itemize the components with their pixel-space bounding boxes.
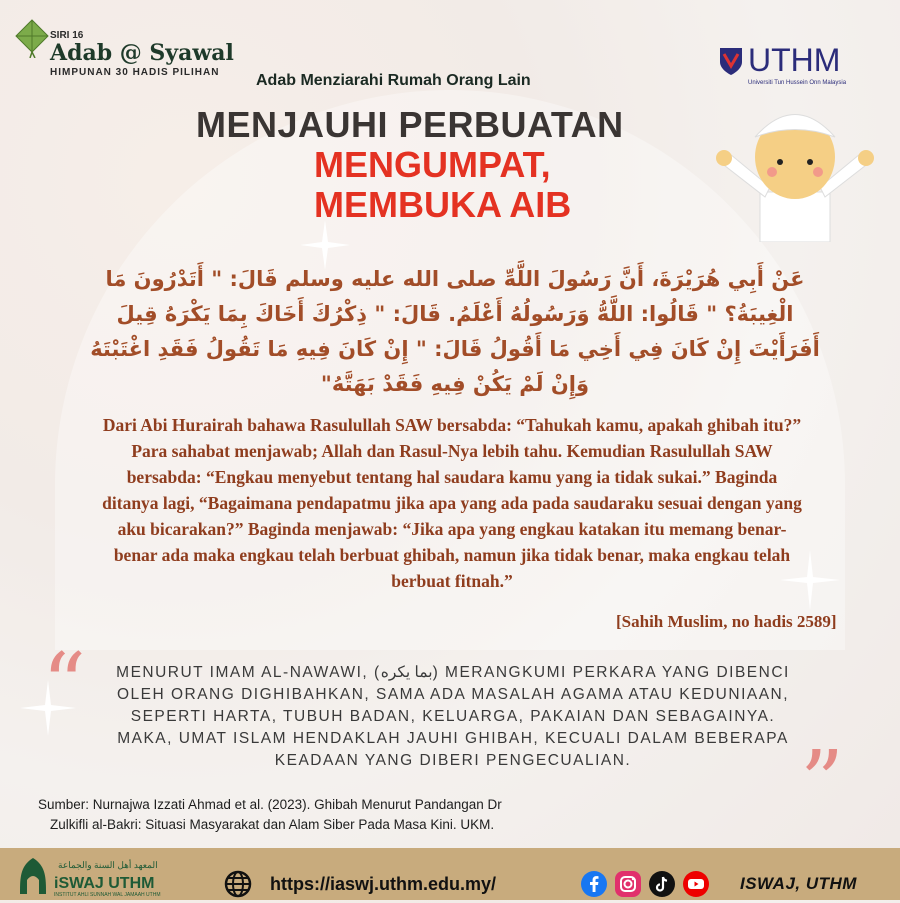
org-subtitle: INSTITUT AHLI SUNNAH WAL JAMAAH UTHM (54, 892, 161, 898)
ketupat-icon (12, 18, 52, 58)
instagram-icon[interactable] (614, 870, 642, 898)
org-arabic-name: المعهد أهل السنة والجماعة (58, 860, 158, 870)
mosque-icon (16, 856, 50, 896)
hadith-reference: [Sahih Muslim, no hadis 2589] (616, 612, 837, 631)
close-quote-icon: ” (800, 733, 844, 833)
series-title: Adab @ Syawal (50, 40, 234, 66)
source-citation (38, 795, 658, 835)
title-line-3: MEMBUKA AIB (314, 184, 572, 225)
source-line-2: Zulkifli al-Bakri: Situasi Masyarakat dan Alam Siber Pada Masa Kini. UKM. (50, 817, 495, 832)
shield-icon (718, 46, 744, 76)
open-quote-icon: “ (42, 635, 86, 735)
logo-text: UTHM (748, 42, 841, 78)
org-name: iSWAJ UTHM (54, 875, 155, 892)
commentary-text: MENURUT IMAM AL-NAWAWI, (بما يكره) MERANGKUMI PERKARA YANG DIBENCI OLEH ORANG DIGHIBAHKAN, SAMA ADA MASALAH AGAMA ATAU KEDUNIAAN, SEPERTI HARTA, TUBUH BADAN, KELUARGA, PAKAIAN DAN SEBAGAINYA. MAKA, UMAT ISLAM HENDAKLAH JAUHI GHIBAH, KECUALI DALAM BEBERAPA KEADAAN YANG DIBERI PENGECUALIAN. (116, 664, 790, 769)
website-link[interactable]: https://iaswj.uthm.edu.my/ (270, 874, 497, 894)
brand-handle: ISWAJ, UTHM (740, 874, 857, 893)
hadith-arabic-text: عَنْ أَبِي هُرَيْرَةَ، أَنَّ رَسُولَ اللَّهِّ صلى الله عليه وسلم قَالَ: " أَتَدْرُونَ مَا الْغِيبَةُ؟ " قَالُوا: اللَّهُّ وَرَسُولُهُ أَعْلَمُ. قَالَ: " ذِكْرُكَ أَخَاكَ بِمَا يَكْرَهُ قِيلَ أَفَرَأَيْتَ إِنْ كَانَ فِي أَخِي مَا أَقُولُ قَالَ: " إِنْ كَانَ فِيهِ مَا تَقُولُ فَقَدِ اغْتَبْتَهُ وَإِنْ لَمْ يَكُنْ فِيهِ فَقَدْ بَهَتَّهُ" (90, 267, 820, 396)
title-line-2: MENGUMPAT, (314, 144, 551, 185)
tiktok-icon[interactable] (648, 870, 676, 898)
series-number: SIRI 16 (50, 30, 84, 41)
globe-icon (224, 870, 252, 898)
logo-subtext: Universiti Tun Hussein Onn Malaysia (748, 80, 847, 86)
source-line-1: Sumber: Nurnajwa Izzati Ahmad et al. (2023). Ghibah Menurut Pandangan Dr (38, 797, 502, 812)
facebook-icon[interactable] (580, 870, 608, 898)
series-tagline: HIMPUNAN 30 HADIS PILIHAN (50, 67, 220, 78)
youtube-icon[interactable] (682, 870, 710, 898)
uthm-logo (718, 42, 878, 94)
hadith-translation: Dari Abi Hurairah bahawa Rasulullah SAW bersabda: “Tahukah kamu, apakah ghibah itu?” Para sahabat menjawab; Allah dan Rasul-Nya lebih tahu. Kemudian Rasulullah SAW bersabda: “Engkau menyebut tentang hal saudara kamu yang ia tidak sukai.” Baginda ditanya lagi, “Bagaimana pendapatmu jika apa yang ada pada saudaraku sesuai dengan yang aku bicarakan?” Baginda menjawab: “Jika apa yang engkau katakan itu memang benar-benar ada maka engkau telah berbuat ghibah, namun jika tidak benar, maka engkau telah berbuat fitnah.” (102, 415, 802, 591)
iswaj-logo (10, 854, 180, 898)
title-line-1: MENJAUHI PERBUATAN (196, 104, 624, 145)
topic-subtitle: Adab Menziarahi Rumah Orang Lain (256, 72, 531, 89)
social-links (580, 870, 710, 898)
child-illustration (710, 92, 880, 242)
